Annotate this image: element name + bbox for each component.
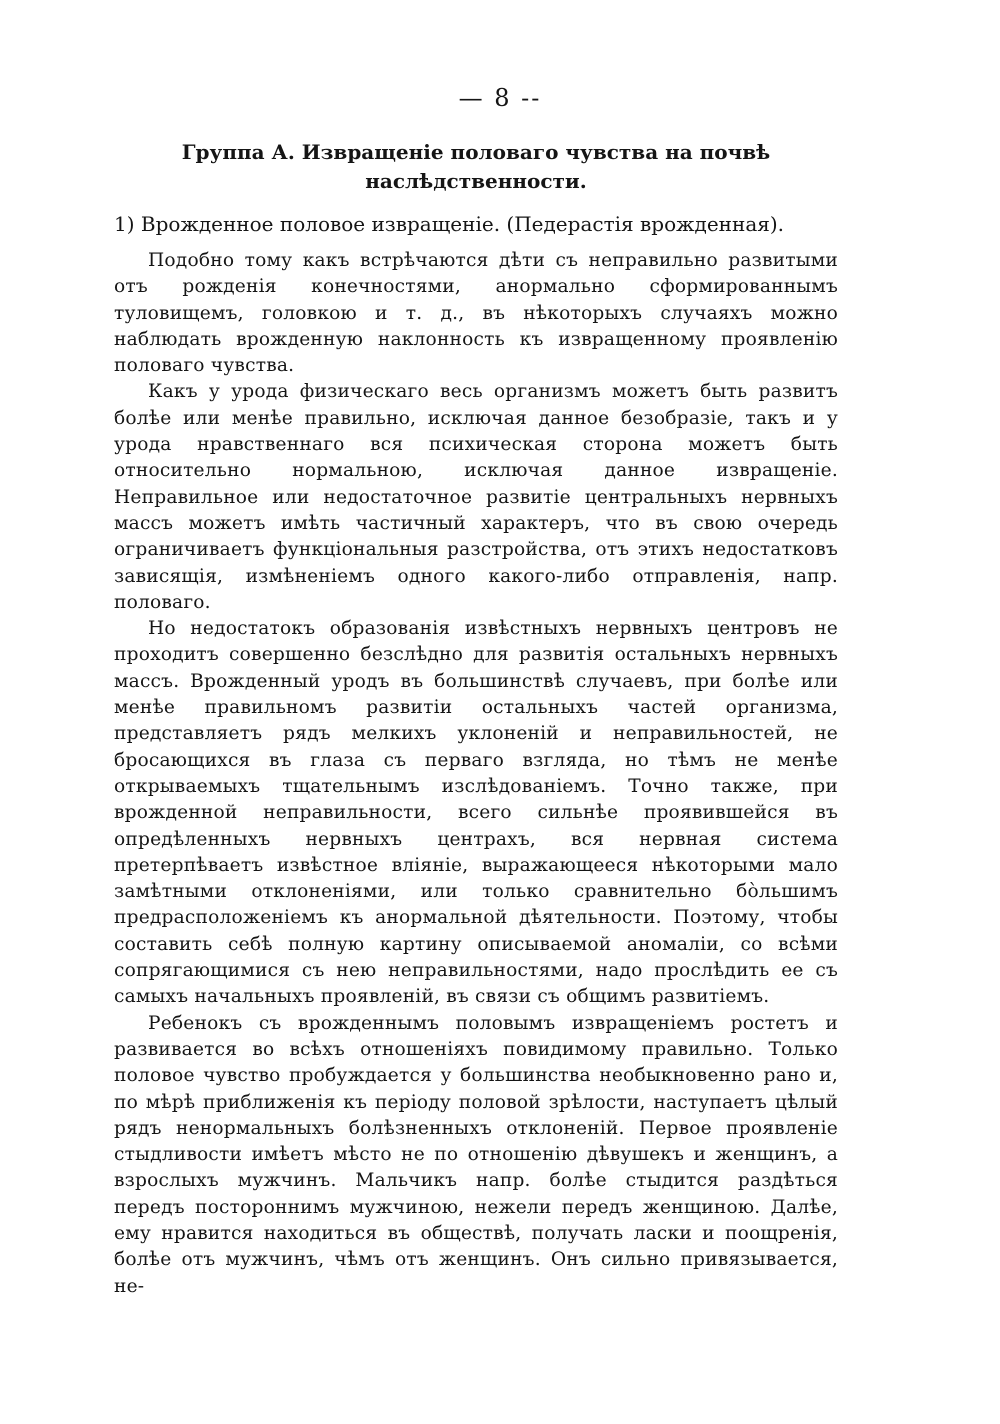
paragraph-3: Но недостатокъ образованія извѣстныхъ нервныхъ центровъ не проходитъ совершенно безслѣдно для развитія остальныхъ нервныхъ массъ. Врожденный уродъ въ большинствѣ случаевъ, при болѣе или менѣе правильномъ развитіи остальныхъ частей организма, представляетъ рядъ мелкихъ уклоненій и неправильностей, не бросающихся въ глаза съ перваго взгляда, но тѣмъ не менѣе открываемыхъ тщательнымъ изслѣдованіемъ. Точно также, при врожденной неправильности, всего сильнѣе проявившейся въ опредѣленныхъ нервныхъ центрахъ, вся нервная система претерпѣваетъ извѣстное вліяніе, выражающееся нѣкоторыми мало замѣтными отклоненіями, или только сравнительно бо̀льшимъ предрасположеніемъ къ анормальной дѣятельности. Поэтому, чтобы составить себѣ полную картину описываемой аномаліи, со всѣми сопрягающимися съ нею неправильностями, надо прослѣдить ее съ самыхъ начальныхъ проявленій, въ связи съ общимъ развитіемъ. <box>114 618 838 1008</box>
text-block <box>114 138 838 1300</box>
paragraph-1: Подобно тому какъ встрѣчаются дѣти съ неправильно развитыми отъ рожденія конечностями, анормально сформированнымъ туловищемъ, головкою и т. д., въ нѣкоторыхъ случаяхъ можно наблюдать врожденную наклонность къ извращенному проявленію половаго чувства. <box>114 250 838 377</box>
page-number: — 8 -- <box>458 84 542 112</box>
section-subheading: 1) Врожденное половое извращеніе. (Педерастія врожденная). <box>114 212 785 236</box>
paragraph-4: Ребенокъ съ врожденнымъ половымъ извращеніемъ ростетъ и развивается во всѣхъ отношеніяхъ повидимому правильно. Только половое чувство пробуждается у большинства необыкновенно рано и, по мѣрѣ приближенія къ періоду половой зрѣлости, наступаетъ цѣлый рядъ ненормальныхъ болѣзненныхъ отклоненій. Первое проявленіе стыдливости имѣетъ мѣсто не по отношенію дѣвушекъ и женщинъ, а взрослыхъ мужчинъ. Мальчикъ напр. болѣе стыдится раздѣться передъ постороннимъ мужчиною, нежели передъ женщиною. Далѣе, ему нравится находиться въ обществѣ, получать ласки и поощренія, болѣе отъ мужчинъ, чѣмъ отъ женщинъ. Онъ сильно привязывается, не- <box>114 1012 838 1297</box>
section-heading: Группа А. Извращеніе половаго чувства на почвѣ наслѣдственности. <box>181 140 771 193</box>
paragraph-2: Какъ у урода физическаго весь организмъ можетъ быть развитъ болѣе или менѣе правильно, исключая данное безобразіе, такъ и у урода нравственнаго вся психическая сторона можетъ быть относительно нормальною, исключая данное извращеніе. Неправильное или недостаточное развитіе центральныхъ нервныхъ массъ можетъ имѣть частичный характеръ, что въ свою очередь ограничиваетъ функціональныя разстройства, отъ этихъ недостатковъ зависящія, измѣненіемъ одного какого-либо отправленія, напр. половаго. <box>114 381 838 613</box>
